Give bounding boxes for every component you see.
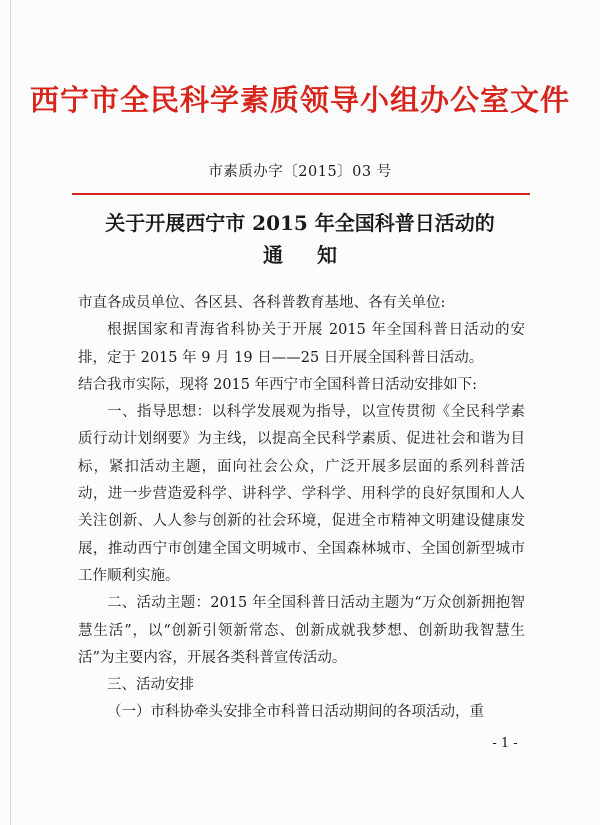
page-edge-line [10,0,11,825]
notice-title [0,207,600,271]
body-paragraph: 一、指导思想：以科学发展观为指导，以宣传贯彻《全民科学素质行动计划纲要》为主线，以提高全民科学素质、促进社会和谐为目标，紧扣活动主题，面向社会公众，广泛开展多层面的系列科普活动，进一步营造爱科学、讲科学、学科学、用科学的良好氛围和人人关注创新、人人参与创新的社会环境，促进全市精神文明建设健康发展，推动西宁市创建全国文明城市、全国森林城市、全国创新型城市工作顺利实施。 [78,404,525,584]
page-number: - 1 - [492,736,518,751]
body-paragraph: 结合我市实际，现将 2015 年西宁市全国科普日活动安排如下: [78,376,478,393]
notice-title-line2: 通知 [263,243,371,267]
body-paragraph: 二、活动主题：2015 年全国科普日活动主题为“万众创新拥抱智慧生活”，以“创新引领新常态、创新成就我梦想、创新助我智慧生活”为主要内容，开展各类科普宣传活动。 [78,595,525,666]
notice-title-line1: 关于开展西宁市 2015 年全国科普日活动的 [105,211,495,235]
salutation: 市直各成员单位、各区县、各科普教育基地、各有关单位: [78,295,446,311]
section-heading: 三、活动安排 [107,677,194,694]
body-paragraph: （一）市科协牵头安排全市科普日活动期间的各项活动，重 [107,704,484,721]
document-body [78,290,525,727]
document-number: 市素质办字〔2015〕03 号 [208,164,392,180]
body-paragraph: 根据国家和青海省科协关于开展 2015 年全国科普日活动的安排，定于 2015 年 9 月 19 日——25 日开展全国科普日活动。 [78,322,525,366]
red-divider-line [72,193,530,195]
document-header-title: 西宁市全民科学素质领导小组办公室文件 [29,83,570,117]
